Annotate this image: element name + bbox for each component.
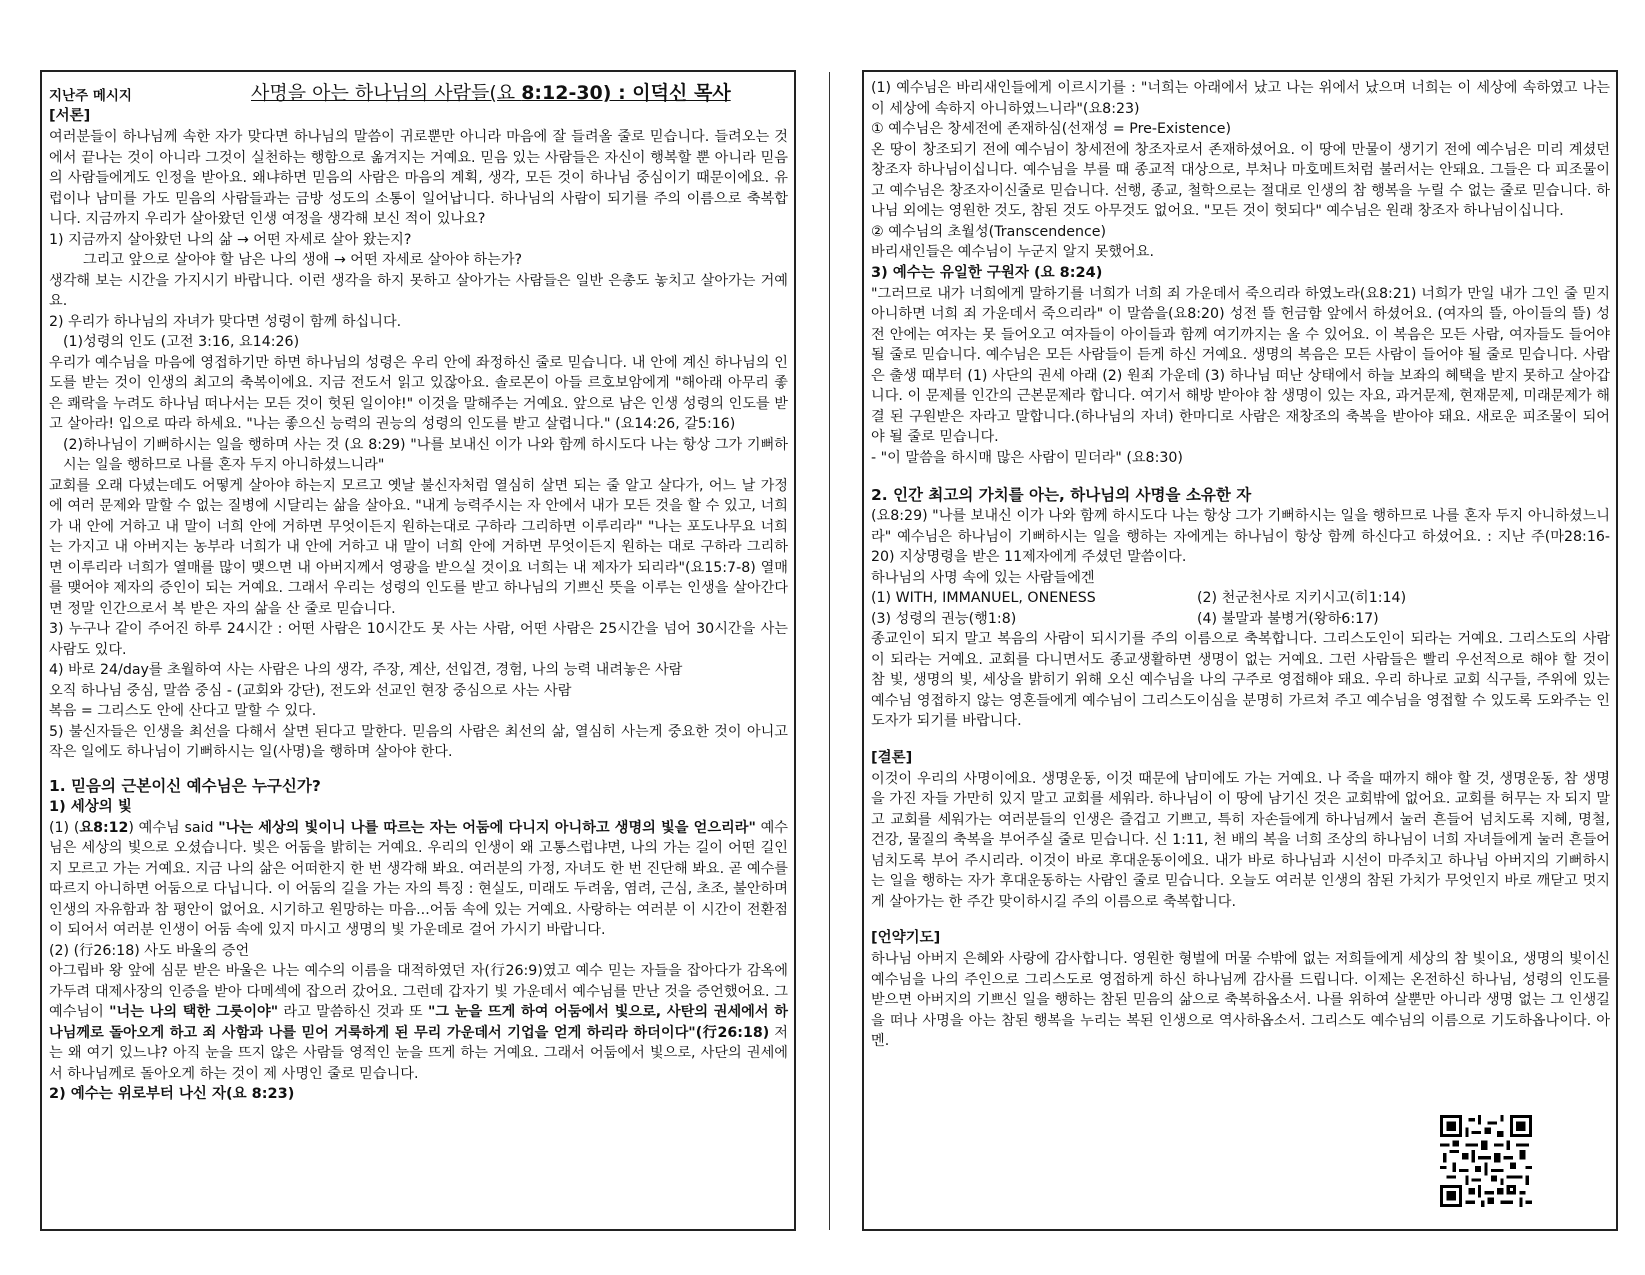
section-1-2-heading: 2) 예수는 위로부터 나신 자(요 8:23)	[49, 1086, 295, 1102]
item-4b: 오직 하나님 중심, 말씀 중심 - (교회와 강단), 전도와 선교인 현장 중심으로 사는 사람	[49, 682, 572, 699]
item-5: 5) 불신자들은 인생을 최선을 다해서 살면 된다고 말한다. 믿음의 사람은 최선의 삶, 열심히 사는게 중요한 것이 아니고 작은 일에도 하나님이 기뻐하시는 일(사명)을 행하며 살아야 한다.	[49, 723, 788, 760]
s12-p3: 저는 왜 여기 있느냐? 아직 눈을 뜨지 않은 사람들 영적인 눈을 뜨게 하는 거예요. 그래서 어둠에서 빛으로, 사단의 권세에서 하나님께로 돌아오게 하는 것이 제 사명인 줄로 믿습니다.	[49, 1024, 788, 1082]
s11-ref: 요8:12	[79, 819, 129, 836]
r-paragraph-3: 바리새인들은 예수님이 누군지 알지 못했어요.	[871, 244, 1154, 260]
page-divider	[829, 72, 830, 1230]
s11-rest: 예수님은 세상의 빛으로 오셨습니다. 빛은 어둠을 밝히는 거예요. 우리의 인생이 왜 고통스럽냐면, 나의 가는 길이 어떤 길인지 모르고 가는 거예요. 지금 나의 삶은 어떠한지 한 번 생각해 봐요. 여러분의 가정, 자녀도 한 번 진단해 봐요. 곧 예수를 따르지 아니하면 어둠으로 다닙니다. 이 어둠의 길을 가는 자의 특징 : 현실도, 미래도 두려움, 염려, 근심, 초조, 불안하며 인생의 자유함과 참 평안이 없어요. 시기하고 원망하는 마음...어둠 속에 있는 거예요. 사랑하는 여러분 이 시간이 전환점이 되어서 여러분 인생이 어둠 속에 있지 마시고 생명의 빛 가운데로 걸어 가시기 바랍니다.	[49, 819, 788, 938]
r-point-2: ② 예수님의 초월성(Transcendence)	[871, 223, 1107, 240]
sermon-title	[251, 78, 731, 105]
prayer-heading: [언약기도]	[871, 930, 941, 946]
r-paragraph-8: 종교인이 되지 말고 복음의 사람이 되시기를 주의 이름으로 축복합니다. 그리스도인이 되라는 거예요. 그리스도의 사람이 되라는 거예요. 교회를 다니면서도 종교생활하면 생명이 없는 거예요. 그런 사람들은 빨리 우선적으로 해야 할 것이 참 빛, 생명의 빛, 세상을 밝히기 위해 오신 예수님을 나의 구주로 영접해야 돼요. 우리 하나로 교회 식구들, 주위에 있는 예수님 영접하지 않는 영혼들에게 예수님이 그리스도이심을 분명히 가르쳐 주고 예수님을 영접할 수 있도록 도와주는 인도자가 되기를 바랍니다.	[871, 631, 1610, 729]
section-1-1-paragraph	[49, 818, 788, 941]
blessing-3: (3) 성령의 권능(행1:8)	[871, 610, 1017, 627]
blessing-1: (1) WITH, IMMANUEL, ONENESS	[871, 590, 1096, 606]
item-1: 1) 지금까지 살아왔던 나의 삶 → 어떤 자세로 살아 왔는지?	[49, 231, 412, 248]
sermon-header	[49, 78, 788, 106]
section-2-heading: 2. 인간 최고의 가치를 아는, 하나님의 사명을 소유한 자	[871, 486, 1252, 504]
blessing-2: (2) 천군천사로 지키시고(히1:14)	[1197, 590, 1407, 606]
section-1-2: (2) (行26:18) 사도 바울의 증언	[49, 942, 250, 959]
section-1-1-heading: 1) 세상의 빛	[49, 798, 132, 815]
section-1-2-paragraph	[49, 961, 788, 1084]
item-2-1-paragraph: 우리가 예수님을 마음에 영접하기만 하면 하나님의 성령은 우리 안에 좌정하신 줄로 믿습니다. 내 안에 계신 하나님의 인도를 받는 것이 인생의 최고의 축복이에요. 지금 전도서 읽고 있잖아요. 솔로몬이 아들 르호보암에게 "해아래 아무리 좋은 쾌락을 누려도 하나님 떠나서는 모든 것이 헛된 일이야!" 이것을 말해주는 거예요. 앞으로 남은 인생 성령의 인도를 받고 살아라! 입으로 따라 하세요. "나는 좋으신 능력의 권능의 성령의 인도를 받고 살렵니다." (요14:26, 갈5:16)	[49, 354, 788, 432]
item-1-paragraph: 생각해 보는 시간을 가지시기 바랍니다. 이런 생각을 하지 못하고 살아가는 사람들은 일반 은총도 놓치고 살아가는 거예요.	[49, 272, 788, 309]
r-point-1: ① 예수님은 창세전에 존재하심(선재성 = Pre-Existence)	[871, 121, 1231, 137]
qr-code-icon	[1440, 1115, 1532, 1207]
s12-b2: "그 눈을 뜨게 하여 어둠에서 빛으로, 사탄의 권세에서 하나님께로 돌아오게 하고 죄 사함과 나를 믿어 거룩하게 된 무리 가운데서 기업을 얻게 하리라 하더이다"(行26:18)	[49, 1004, 788, 1041]
r-paragraph-4: "그러므로 내가 너희에게 말하기를 너희가 너희 죄 가운데서 죽으리라 하였노라(요8:21) 너희가 만일 내가 그인 줄 믿지 아니하면 너희 죄 가운데서 죽으리라" 이 말씀을(요8:20) 성전 뜰 헌금함 앞에서 하셨어요. (여자의 뜰, 아이들의 뜰) 성전 안에는 여자는 못 들어오고 여자들이 아이들과 함께 여기까지는 올 수 있어요. 이 복음은 모든 사람, 여자들도 들어야 될 줄로 믿습니다. 예수님은 모든 사람들이 듣게 하신 거예요. 생명의 복음은 모든 사람이 들어야 될 줄로 믿습니다. 사람은 출생 때부터 (1) 사단의 권세 아래 (2) 원죄 가운데 (3) 하나님 떠난 상태에서 하늘 보좌의 혜택을 받지 못하고 살아갑니다. 이 문제를 인간의 근본문제라 합니다. 여기서 해방 받아야 참 생명이 있는 자요, 과거문제, 현재문제, 미래문제가 해결 된 구원받은 자라고 말합니다.(하나님의 자녀) 한마디로 사람은 재창조의 축복을 받아야 돼요. 새로운 피조물이 되어야 될 줄로 믿습니다.	[871, 285, 1610, 445]
blessing-4: (4) 불말과 불병거(왕하6:17)	[1197, 610, 1379, 627]
left-column	[40, 70, 796, 1231]
blessing-row-2	[871, 609, 1610, 630]
item-2: 2) 우리가 하나님의 자녀가 맞다면 성령이 함께 하십니다.	[49, 313, 402, 330]
conclusion-paragraph: 이것이 우리의 사명이에요. 생명운동, 이것 때문에 남미에도 가는 거예요. 나 죽을 때까지 해야 할 것, 생명운동, 참 생명을 가진 자들 가만히 있지 말고 교회를 세워라. 하나님이 이 땅에 남기신 것은 교회밖에 없어요. 교회를 허무는 자 되지 말고 교회를 세워가는 여러분들의 인생은 즐겁고 기쁘고, 특히 자손들에게 하나님께서 눌러 흔들어 넘치도록 지혜, 명철, 건강, 물질의 축복을 부어주실 줄로 믿습니다. 신 1:11, 천 배의 복을 너희 조상의 하나님이 너희 자녀들에게 눌러 흔들어 넘치도록 부어 주시리라. 이것이 바로 후대운동이에요. 내가 바로 하나님과 시선이 마주치고 하나님 아버지의 기뻐하시는 일을 행하는 자가 후대운동하는 사람인 줄로 믿습니다. 오늘도 여러분 인생의 참된 가치가 무엇인지 바로 깨닫고 멋지게 살아가는 한 주간 맞이하시길 주의 이름으로 축복합니다.	[871, 770, 1610, 910]
item-4a: 4) 바로 24/day를 초월하여 사는 사람은 나의 생각, 주장, 계산, 선입견, 경험, 나의 능력 내려놓은 사람	[49, 662, 683, 678]
section-1-heading: 1. 믿음의 근본이신 예수님은 누구신가?	[49, 776, 321, 795]
item-4c: 복음 = 그리스도 안에 산다고 말할 수 있다.	[49, 703, 317, 719]
r-paragraph-5: - "이 말씀을 하시매 많은 사람이 믿더라" (요8:30)	[871, 449, 1183, 466]
item-3: 3) 누구나 같이 주어진 하루 24시간 : 어떤 사람은 10시간도 못 사는 사람, 어떤 사람은 25시간을 넘어 30시간을 사는 사람도 있다.	[49, 621, 788, 658]
right-column	[862, 70, 1618, 1231]
s12-b1: "너는 나의 택한 그릇이야"	[109, 1004, 279, 1020]
r-paragraph-1: (1) 예수님은 바리새인들에게 이르시기를 : "너희는 아래에서 났고 나는 위에서 났으며 너희는 이 세상에 속하였고 나는 이 세상에 속하지 아니하였느니라"(요8:23)	[871, 80, 1610, 117]
item-2-1: (1)성령의 인도 (고전 3:16, 요14:26)	[63, 334, 300, 350]
intro-paragraph: 여러분들이 하나님께 속한 자가 맞다면 하나님의 말씀이 귀로뿐만 아니라 마음에 잘 들려올 줄로 믿습니다. 들려오는 것에서 끝나는 것이 아니라 그것이 실천하는 행함으로 옮겨지는 거예요. 믿음 있는 사람들은 자신이 행복할 뿐 아니라 믿음의 사람들에게도 인정을 받아요. 왜냐하면 믿음의 사람은 마음의 계획, 생각, 모든 것이 하나님 중심이기 때문이에요. 유럽이나 남미를 가도 믿음의 사람들과는 금방 성도의 소통이 일어납니다. 하나님의 사람이 되기를 주의 이름으로 축복합니다. 지금까지 우리가 살아왔던 인생 여정을 생각해 보신 적이 있나요?	[49, 129, 788, 227]
r-paragraph-6: (요8:29) "나를 보내신 이가 나와 함께 하시도다 나는 항상 그가 기뻐하시는 일을 행하므로 나를 혼자 두지 아니하셨느니라" 예수님은 하나님이 기뻐하시는 일을 행하는 자에게는 하나님이 항상 함께 하신다고 하셨어요. : 지난 주(마28:16-20) 지상명령을 받은 11제자에게 주셨던 말씀이다.	[871, 508, 1610, 565]
s11-quote: "나는 세상의 빛이니 나를 따르는 자는 어둠에 다니지 아니하고 생명의 빛을 얻으리라"	[218, 819, 756, 836]
prayer-paragraph: 하나님 아버지 은혜와 사랑에 감사합니다. 영원한 형벌에 머물 수밖에 없는 저희들에게 세상의 참 빛이요, 생명의 빛이신 예수님을 나의 주인으로 그리스도로 영접하게 하신 하나님께 감사를 드립니다. 이제는 온전하신 하나님, 성령의 인도를 받으면 아버지의 기쁘신 일을 행하는 참된 믿음의 삶으로 축복하옵소서. 나를 위하여 살뿐만 아니라 생명 없는 그 인생길을 떠나 사명을 아는 참된 행복을 누리는 복된 인생으로 역사하옵소서. 그리스도 예수님의 이름으로 기도하옵나이다. 아멘.	[871, 951, 1610, 1049]
r-heading-3: 3) 예수는 유일한 구원자 (요 8:24)	[871, 264, 1103, 281]
title-bold: 8:12-30) : 이덕신 목사	[521, 82, 731, 104]
item-2-2: (2)하나님이 기뻐하시는 일을 행하며 사는 것 (요 8:29) "나를 보내신 이가 나와 함께 하시도다 나는 항상 그가 기뻐하시는 일을 행하므로 나를 혼자 두지 아니하셨느니라"	[63, 436, 788, 473]
s12-p1: 아그립바 왕 앞에 심문 받은 바울은 나는 예수의 이름을 대적하였던 자(行26:9)였고 예수 믿는 자들을 잡아다가 감옥에 가두려 대제사장의 인증을 받아 다메섹에 잡으러 갔어요. 그런데 갑자기 빛 가운데서 예수님를 만난 것을 증언했어요. 그 예수님이	[49, 963, 788, 1020]
conclusion-heading: [결론]	[871, 749, 913, 766]
r-paragraph-7: 하나님의 사명 속에 있는 사람들에겐	[871, 569, 1095, 586]
blessing-row-1	[871, 588, 1610, 609]
s12-p2: 라고 말씀하신 것과 또	[278, 1004, 428, 1020]
section-label: 지난주 메시지	[49, 88, 132, 104]
intro-heading: [서론]	[49, 108, 91, 124]
item-1b: 그리고 앞으로 살아야 할 남은 나의 생애 → 어떤 자세로 살아야 하는가?	[83, 252, 523, 268]
title-plain: 사명을 아는 하나님의 사람들(요	[251, 82, 522, 104]
s11-mid: ) 예수님 said	[128, 819, 219, 836]
r-paragraph-2: 온 땅이 창조되기 전에 예수님이 창세전에 창조자로서 존재하셨어요. 이 땅에 만물이 생기기 전에 예수님은 미리 계셨던 창조자 하나님이십니다. 예수님을 부를 때 종교적 대상으로, 부처나 마호메트처럼 불러서는 안돼요. 그들은 다 피조물이고 예수님은 창조자이신줄로 믿습니다. 선행, 종교, 철학으로는 절대로 인생의 참 행복을 누릴 수 없는 줄로 믿습니다. 하나님 외에는 영원한 것도, 참된 것도 아무것도 없어요. "모든 것이 헛되다" 예수님은 원래 창조자 하나님이십니다.	[871, 141, 1610, 219]
item-2-2-paragraph: 교회를 오래 다녔는데도 어떻게 살아야 하는지 모르고 옛날 불신자처럼 열심히 살면 되는 줄 알고 살다가, 어느 날 가정에 여러 문제와 말할 수 없는 질병에 시달리는 삶을 살아요. "내게 능력주시는 자 안에서 내가 모든 것을 할 수 있고, 너희가 내 안에 거하고 내 말이 너희 안에 거하면 무엇이든지 원하는대로 구하라 그리하면 이루리라" "나는 포도나무요 너희는 가지고 내 아버지는 농부라 너희가 내 안에 거하고 내 말이 너희 안에 거하면 무엇이든지 원하는 대로 구하라 그리하면 이루리라 너희가 열매를 많이 맺으면 내 아버지께서 영광을 받으실 것이요 너희는 내 제자가 되리라"(요15:7-8) 열매를 맺어야 제자의 증인이 되는 거예요. 그래서 우리는 성령의 인도를 받고 하나님의 기쁘신 뜻을 이루는 인생을 살아간다면 정말 인간으로서 복 받은 자의 삶을 산 줄로 믿습니다.	[49, 477, 788, 617]
s11-pre: (1) (	[49, 819, 80, 836]
